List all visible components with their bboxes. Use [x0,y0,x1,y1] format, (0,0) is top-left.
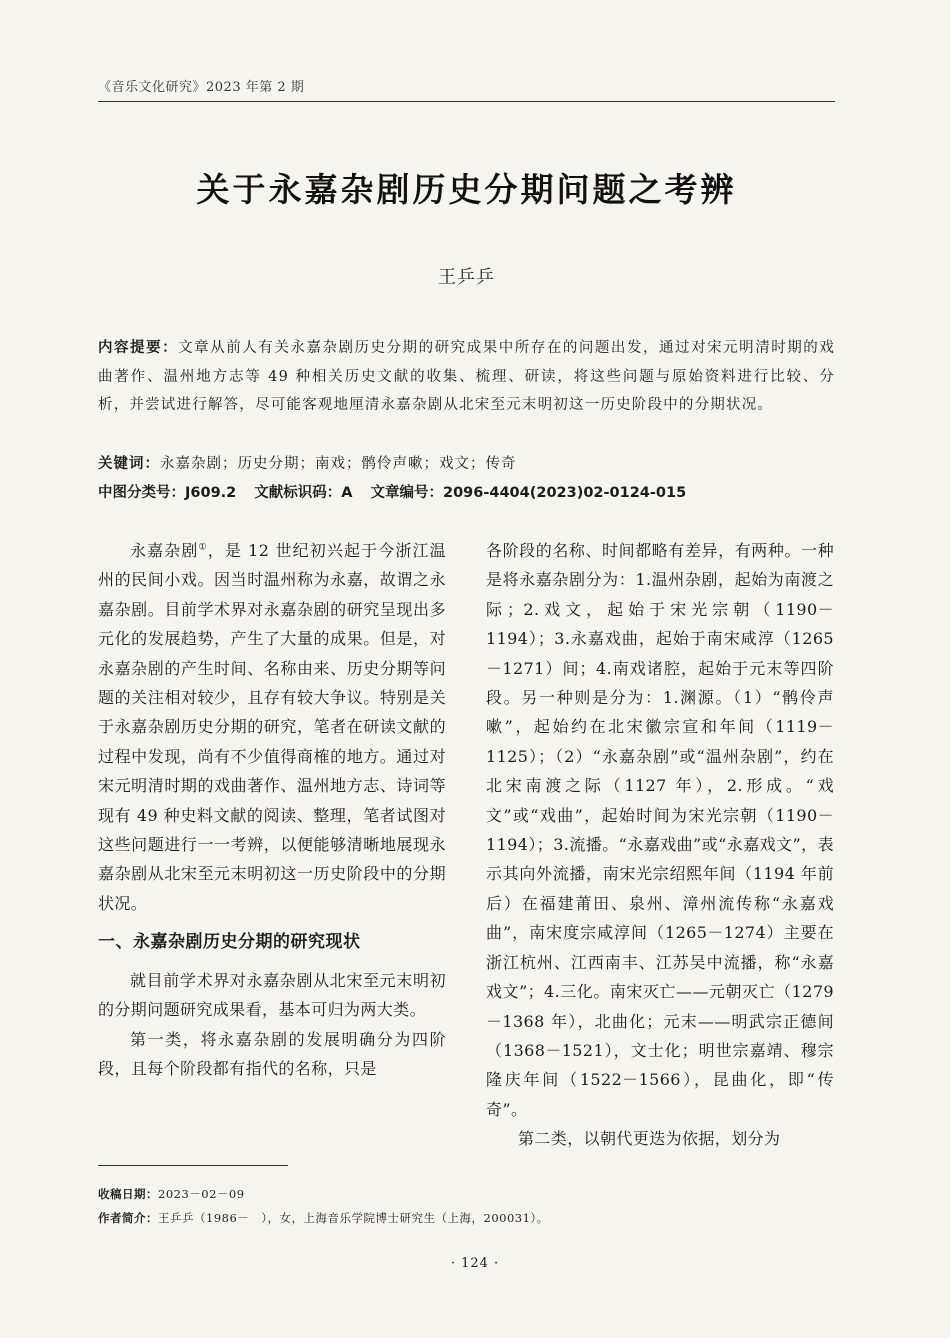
keywords-label: 关键词： [98,456,160,472]
doc-code-label: 文献标识码： [254,485,342,501]
received-label: 收稿日期： [98,1187,158,1201]
footnote-received [98,1186,835,1202]
keywords [98,450,835,478]
footnote-marker[interactable]: ① [198,542,208,553]
second-category-paragraph: 第二类，以朝代更迭为依据，划分为 [518,1129,781,1149]
header-rule [98,101,835,102]
footnote-author-bio [98,1210,835,1226]
keywords-text: 永嘉杂剧；历史分期；南戏；鹘伶声嗽；戏文；传奇 [160,456,517,472]
abstract-label: 内容提要： [98,340,179,356]
abstract [98,334,835,420]
author-bio-label: 作者简介： [98,1211,158,1225]
article-number-value: 2096-4404(2023)02-0124-015 [443,485,687,501]
page-number: · 124 · [450,1256,500,1271]
intro-paragraph [98,536,446,918]
classification-line [98,479,835,507]
author-bio-value: 王乒乒（1986－ ），女，上海音乐学院博士研究生（上海，200031）。 [158,1211,549,1225]
section-heading: 一、永嘉杂剧历史分期的研究现状 [98,932,361,953]
article-author: 王乒乒 [438,267,495,288]
running-header: 《音乐文化研究》2023 年第 2 期 [98,80,305,95]
clc-value: J609.2 [185,485,237,501]
body-column-right [486,536,834,1154]
article-title: 关于永嘉杂剧历史分期问题之考辨 [196,170,737,209]
intro-text-b: ，是 12 世纪初兴起于今浙江温州的民间小戏。因当时温州称为永嘉，故谓之永嘉杂剧。目前学术界对永嘉杂剧的研究呈现出多元化的发展趋势，产生了大量的成果。但是，对永嘉杂剧的产生时间、名称由来、历史分期等问题的关注相对较少，且存有较大争议。特别是关于永嘉杂剧历史分期的研究，笔者在研读文献的过程中发现，尚有不少值得商榷的地方。通过对宋元明清时期的戏曲著作、温州地方志、诗词等现有 49 种史料文献的阅读、整理，笔者试图对这些问题进行一一考辨，以便能够清晰地展现永嘉杂剧从北宋至元末明初这一历史阶段中的分期状况。 [98,541,447,913]
section1-paragraph-2: 第一类，将永嘉杂剧的发展明确分为四阶段，且每个阶段都有指代的名称，只是 [98,1029,446,1078]
section1-paragraph-1: 就目前学术界对永嘉杂剧从北宋至元末明初的分期问题研究成果看，基本可归为两大类。 [98,970,446,1020]
body-column-left [98,536,446,1083]
continued-paragraph: 各阶段的名称、时间都略有差异，有两种。一种是将永嘉杂剧分为：1.温州杂剧，起始为南渡之际；2.戏文，起始于宋光宗朝（1190－1194）；3.永嘉戏曲，起始于南宋咸淳（1265－1271）间；4.南戏诸腔，起始于元末等四阶段。另一种则是分为：1.渊源。（1）“鹘伶声嗽”，起始约在北宋徽宗宣和年间（1119－1125）；（2）“永嘉杂剧”或“温州杂剧”，约在北宋南渡之际（1127 年），2.形成。“戏文”或“戏曲”，起始时间为宋光宗朝（1190－1194）；3.流播。“永嘉戏曲”或“永嘉戏文”，表示其向外流播，南宋光宗绍熙年间（1194 年前后）在福建莆田、泉州、漳州流传称“永嘉戏曲”，南宋度宗咸淳间（1265－1274）主要在浙江杭州、江西南丰、江苏吴中流播，称“永嘉戏文”；4.三化。南宋灭亡——元朝灭亡（1279－1368 年），北曲化；元末——明武宗正德间（1368－1521），文士化；明世宗嘉靖、穆宗隆庆年间（1522－1566），昆曲化，即“传奇”。 [486,541,834,1119]
footnote-rule [98,1165,288,1166]
doc-code-value: A [341,485,353,501]
received-value: 2023－02－09 [158,1187,245,1201]
article-number-label: 文章编号： [370,485,443,501]
abstract-text: 文章从前人有关永嘉杂剧历史分期的研究成果中所存在的问题出发，通过对宋元明清时期的戏曲著作、温州地方志等 49 种相关历史文献的收集、梳理、研读，将这些问题与原始资料进行比较、分析，并尝试进行解答，尽可能客观地厘清永嘉杂剧从北宋至元末明初这一历史阶段中的分期状况。 [98,340,836,413]
clc-label: 中图分类号： [98,485,185,501]
intro-text-a: 永嘉杂剧 [130,541,199,560]
